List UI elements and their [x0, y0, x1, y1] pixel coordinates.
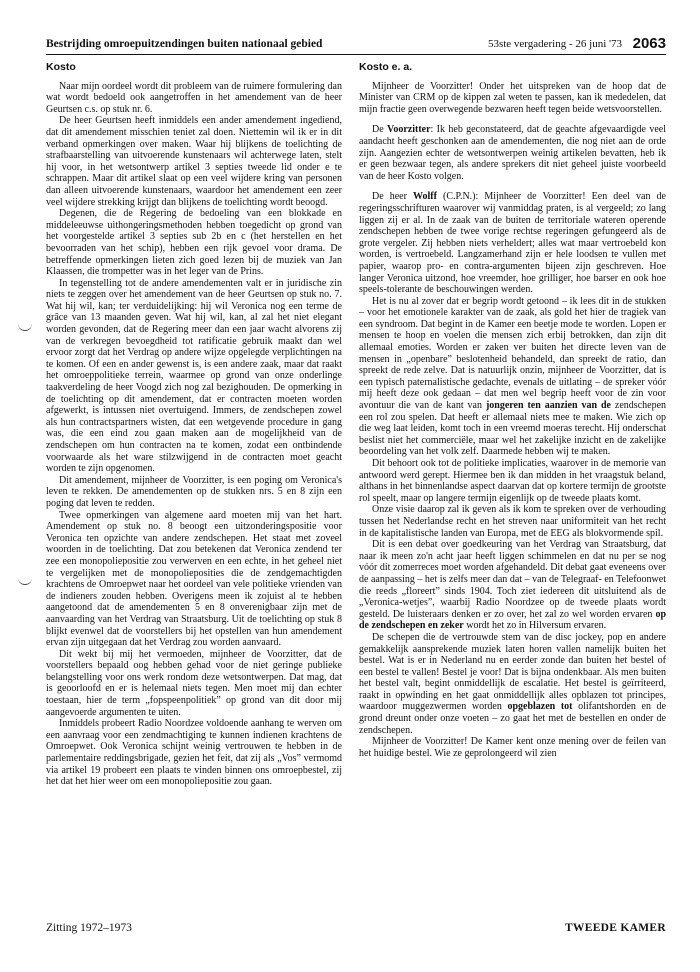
session-year: Zitting 1972–1973: [46, 922, 132, 934]
bold-text: opgeblazen tot: [507, 701, 573, 713]
paragraph: Inmiddels probeert Radio Noordzee voldoende aanhang te werven om een aanvraag voor een zendmachtiging te kunnen indienen krachtens de Omroepwet. Ook Veronica schijnt weinig vertrouwen te hebben in de parlementaire reddingsbrigade, gezien het feit, dat zij als „Vos” vermomd via artikel 19 probeert een plaats te vinden binnen ons omroepbestel, zij het dat het hier weer om een monopoliepositie zou gaan.: [46, 718, 342, 788]
paragraph: Dit is een debat over goedkeuring van het Verdrag van Straatsburg, dat naar ik meen zo'n acht jaar heeft liggen schimmelen en dat nu per se nog vóór dit zomerreces moet worden afgehandeld. Dit debat gaat eveneens over de aanpassing – het is zelfs meer dan dat – van de Telegraaf- en Telefoonwet die reeds „floreert” sinds 1904. Toch ziet iedereen dit uitsluitend als de „Veronica-wetjes”, waarbij Radio Noordzee op de tweede plaats wordt gesteld. De luisteraars denken er zo over, het zal zo wel worden ervaren op de zendschepen en zeker wordt het zo in Hilversum ervaren.: [359, 539, 666, 632]
paragraph: Mijnheer de Voorzitter! Onder het uitspreken van de hoop dat de Minister van CRM op de kippen zal weten te passen, kan ik mededelen, dat mijn fractie geen overwegende bezwaren heeft tegen beide wetsvoorstellen.: [359, 80, 666, 115]
right-column: [359, 62, 666, 759]
document-title: Bestrijding omroepuitzendingen buiten nationaal gebied: [46, 38, 323, 50]
page-number: 2063: [632, 35, 666, 52]
paragraph: Naar mijn oordeel wordt dit probleem van de ruimere formulering dan wat wordt bedoeld ook aangetroffen in het amendement van de heer Geurtsen c.s. op stuk nr. 6.: [46, 80, 342, 115]
paragraph: Het is nu al zover dat er begrip wordt getoond – ik lees dit in de stukken – voor het emotionele karakter van de zaak, als gold het hier de tragiek van een syndroom. Dat begint in de Kamer een beetje mode te worden. Lopen er mensen te hoop en voelen die mensen zich erbij betrokken, dan zijn dit allemaal emoties. Worden er zaken ver buiten het directe leven van de mensen in „openbare” beslotenheid behandeld, dan spreekt de ratio, dan spreekt de rede zelve. Dat is natuurlijk onzin, mijnheer de Voorzitter, dat is een typisch paternalistische gedachte, evenals de uitlating – de spreker vóór mij heeft deze ook gedaan – dat men wel begrip heeft voor de zin voor avontuur die van de kant van jongeren ten aanzien van de zendschepen een rol zou spelen. Dat heeft er allemaal niets mee te maken. Wie zich op die weg laat leiden, komt toch in een vreemd moeras terecht. Hij onderschat beslist niet het commerciële, maar wel het zakelijke inzicht en de zakelijke beoordeling van het volk zelf. Daarmede hebben wij te maken.: [359, 295, 667, 458]
speaker-heading: Kosto: [46, 61, 76, 73]
paragraph: Twee opmerkingen van algemene aard moeten mij van het hart. Amendement op stuk no. 8 beoogt een uitzonderingspositie voor Veronica ten opzichte van andere zendschepen. Het staat met zoveel woorden in de toelichting. Dat zou betekenen dat Veronica zendend ter zee een monopoliepositie zou verwerven en een echte, in het geheel niet te vergelijken met de monopolieposities die de zendgemachtigden krachtens de Omroepwet naar het oordeel van vele politieke vrienden van de indieners zouden hebben. Overigens meen ik zojuist al te hebben aangetoond dat de amendementen 5 en 8 onverenigbaar zijn met de aanvaarding van het Verdrag van Straatsburg. Uit de toelichting op stuk 8 blijkt evenwel dat de voorstellers bij het opstellen van hun amendement ervan zijn uitgegaan dat het Verdrag zou worden aanvaard.: [46, 509, 342, 649]
speaker-heading: Kosto e. a.: [359, 61, 413, 73]
paragraph: De heer Geurtsen heeft inmiddels een ander amendement ingediend, dat dit amendement misschien teniet zal doen. Niettemin wil ik er in dit verband opmerkingen over maken. Waar hij blijkens de toelichting de strafbaarstelling van uitvoerende kunstenaars wil achterwege laten, stelt hij voor, in het wetsontwerp artikel 3 septies tweede lid onder e te schrappen. Maar dit artikel slaat op een veel wijdere kring van personen dan alleen uitvoerende kunstenaars, waardoor het amendement een zeer veel wijdere strekking krijgt dan blijkens de toelichting wordt beoogd.: [46, 115, 342, 208]
left-column: [46, 62, 342, 788]
bold-text: jongeren ten aanzien van de: [485, 400, 611, 412]
page-header: [46, 30, 666, 55]
bold-text: op de zendschepen en zeker: [359, 608, 666, 632]
paragraph: Mijnheer de Voorzitter! De Kamer kent onze mening over de feilen van het huidige bestel. Wie ze geprolongeerd wil zien: [359, 736, 666, 759]
bold-text: Voorzitter: [387, 124, 431, 136]
paragraph: De heer Wolff (C.P.N.): Mijnheer de Voorzitter! Een deel van de regeringsschrifturen waarover wij vanmiddag praten, is al vergeeld; zo lang liggen zij er al. In de zaak van de buiten de territoriale wateren operende zendschepen hebben de twee vorige rechtse regeringen gefungeerd als de grote vergeler. Zij hebben niets verheldert; alles wat maar vertroebeld kon worden, is vertroebeld. Langzamerhand zijn er hele loodsen te vullen met papier, waarop pro- en contra-argumenten bijeen zijn geschreven. Hoe langer Veronica uitzond, hoe vreemder, hoe grilliger, hoe barser en ook hoe speels-tolerante de beschouwingen werden.: [359, 191, 666, 296]
paragraph: Dit amendement, mijnheer de Voorzitter, is een poging om Veronica's leven te rekken. De amendementen op de stukken nrs. 5 en 8 zijn een poging dat leven te redden.: [46, 474, 342, 509]
paragraph: Degenen, die de Regering de bedoeling van een blokkade en middeleeuwse uithongeringsmethoden hebben toegedicht op grond van het voorgestelde artikel 3 septies sub 2b en c (het herstellen en het bevoorraden van het schip), hebben een rijk gevoel voor drama. De betreffende opmerkingen lieten zich goed lezen bij de muziek van Jan Klaassen, die trompetter was in het leger van de Prins.: [46, 208, 342, 278]
session-date: 53ste vergadering - 26 juni '73: [487, 38, 622, 50]
margin-mark: [18, 574, 32, 585]
paragraph: De Voorzitter: Ik heb geconstateerd, dat de geachte afgevaardigde veel aandacht heeft geschonken aan de amendementen, die nog niet aan de orde zijn. Aangezien echter de wetsontwerpen weinig artikelen bevatten, heb ik er geen bezwaar tegen, als andere sprekers dit niet geheel juiste voorbeeld van de heer Kosto volgen.: [359, 124, 666, 182]
page-footer: [46, 922, 666, 942]
paragraph: In tegenstelling tot de andere amendementen valt er in juridische zin niets te zeggen over het amendement van de heer Geurtsen op stuk no. 7. Wat hij wil, kan; ter verduidelijking: hij wil Veronica nog een terme de grâce van 13 maanden geven. Wat hij wil, kan, al zal het niet elegant worden gevonden, dat de Regering meer dan een jaar wacht alvorens zij van de verkregen bevoegdheid tot ratificatie gebruik maakt dan wel ervoor zorgt dat het Verdrag op andere wijze opgelegde verplichtingen na te komen. Of een en ander gewenst is, is een andere zaak, maar dat raakt het omroeppolitieke terrein, waarmee op grond van onze onderlinge taakverdeling de heer Voogd zich nog zal bezighouden. De opmerking in de toelichting op dit amendement, dat er contracten moeten worden afgewerkt, is intussen niet overtuigend. Immers, de zendschepen zowel als hun contractspartners wisten, dat een wetgevende procedure in gang was, die een eind zou gaan maken aan de mogelijkheid van de zendschepen om hun contracten na te komen, zodat een ontbindende voorwaarde als het ware stilzwijgend in de contracten moet geacht worden te zijn opgenomen.: [46, 277, 342, 475]
paragraph: Onze visie daarop zal ik geven als ik kom te spreken over de verhouding tussen het Nederlandse recht en het streven naar uniformiteit van het recht in de kapitalistische landen van Europa, met de EEG als blokvormende spil.: [359, 504, 666, 539]
chamber-name: TWEEDE KAMER: [564, 922, 666, 934]
paragraph: Dit behoort ook tot de politieke implicaties, waarover in de memorie van antwoord werd gerept. Hiermee ben ik dan midden in het vraagstuk beland, althans in het binnenlandse aspect daarvan dat op kortere termijn de grootste rol speelt, maar op langere termijn eigenlijk op de tweede plaats komt.: [359, 458, 666, 504]
paragraph: Dit wekt bij mij het vermoeden, mijnheer de Voorzitter, dat de voorstellers bepaald oog hebben gehad voor de niet geringe publieke belangstelling voor ons werk rondom deze wetsontwerpen. Dat mag, dat is geoorloofd en er is helemaal niets tegen. Men moet mij dan echter toestaan, hier de term „fopspeenpolitiek” op grond van dit door mij aangevoerde argumenten te uiten.: [46, 648, 342, 718]
bold-text: Wolff: [413, 191, 437, 203]
margin-mark: [18, 320, 32, 331]
paragraph: De schepen die de vertrouwde stem van de disc jockey, pop en andere gemakkelijk aansprekende muziek laten horen vallen namelijk buiten het bestel. Wat is er in Nederland nu en eerder zonde dan buiten het bestel of een bestel te vallen! Bestel je voor! Dat is bijna ondenkbaar. Als men buiten het bestel valt, begint onmiddellijk de escalatie. Het bestel is geïrriteerd, raakt in opwinding en het gaat onmiddellijk alles opblazen tot principes, waardoor muggezwermen worden opgeblazen tot olifantshorden en de grond dreunt onder onze voeten – zo gaat het met de bestellen en onder de zendschepen.: [359, 631, 666, 736]
